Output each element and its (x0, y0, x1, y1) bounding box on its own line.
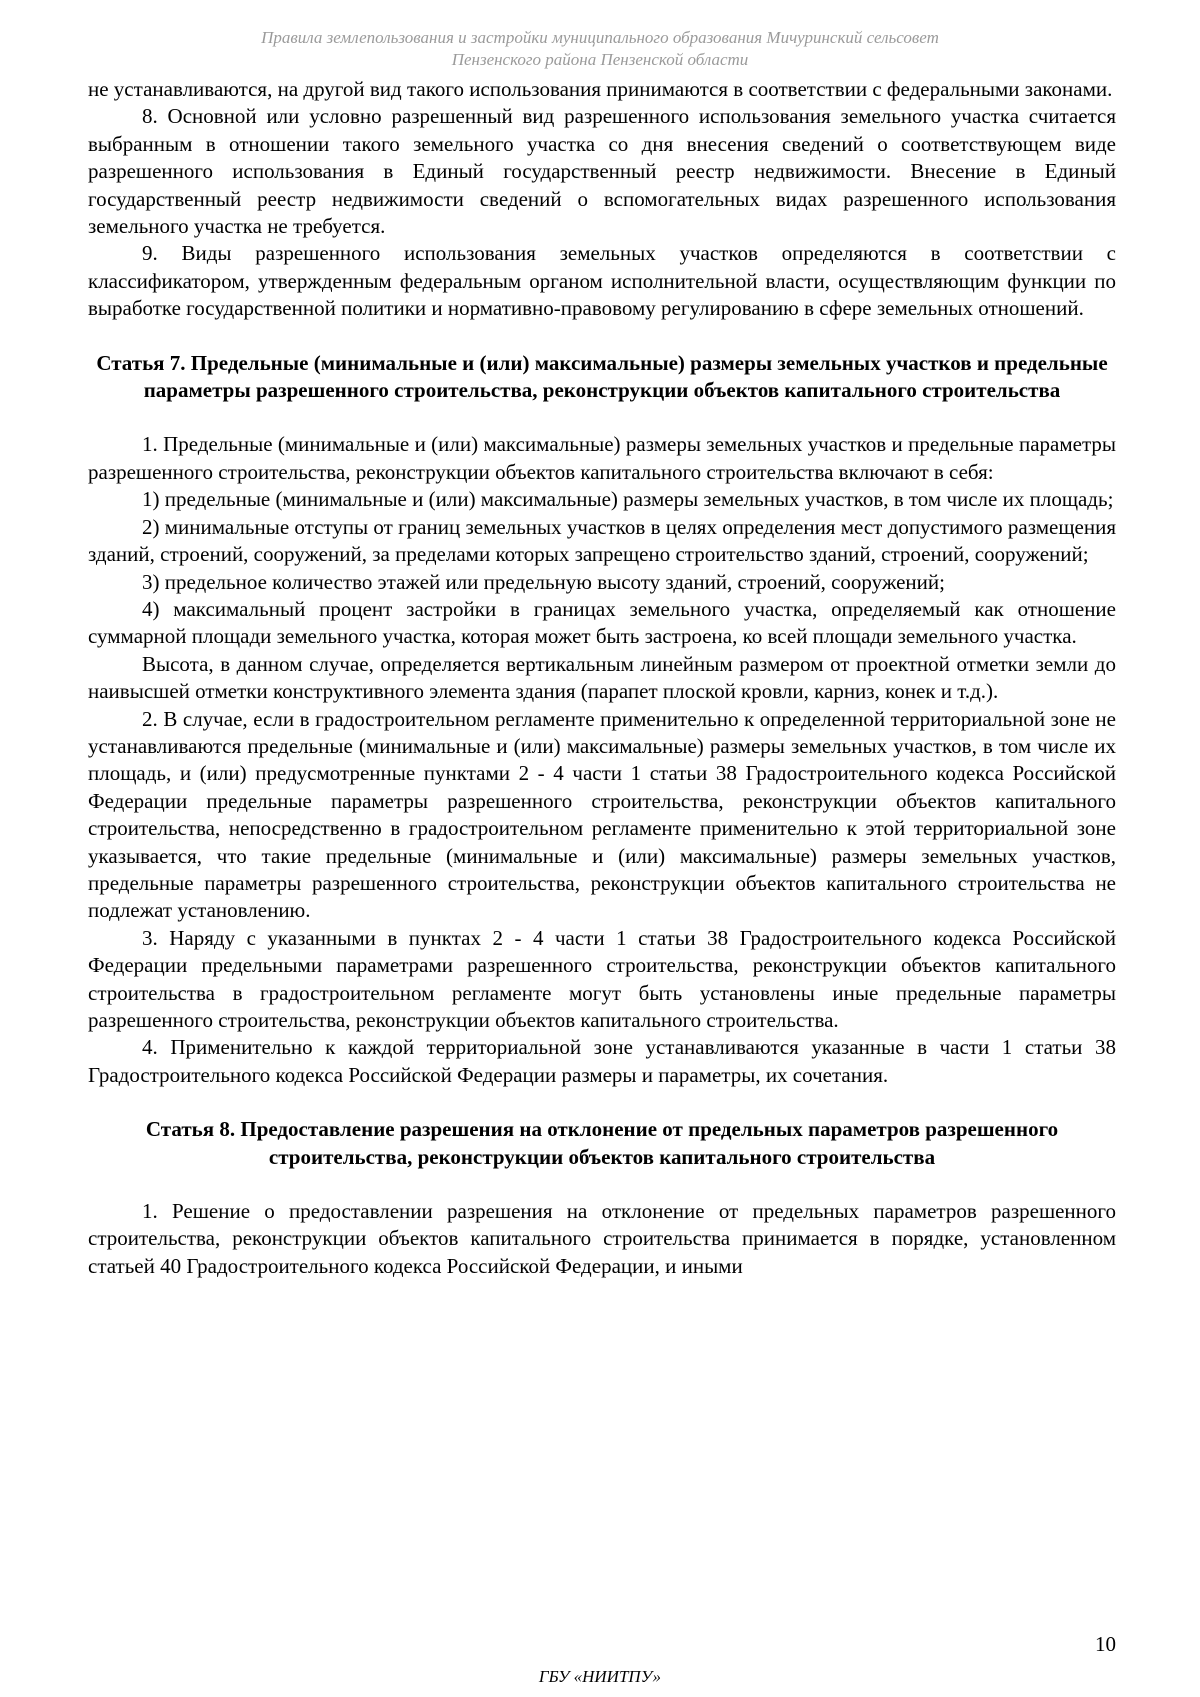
article-8-heading: Статья 8. Предоставление разрешения на отклонение от предельных параметров разрешенного строительства, реконструкции объектов капитального строительства (145, 1117, 1059, 1169)
article-7-heading: Статья 7. Предельные (минимальные и (или) максимальные) размеры земельных участков и предельные параметры разрешенного строительства, реконструкции объектов капитального строительства (96, 350, 1108, 403)
article-7-paragraph: 2. В случае, если в градостроительном регламенте применительно к определенной территориальной зоне не устанавливаются предельные (минимальные и (или) максимальные) размеры земельных участков, в том числе их площадь, и (или) предусмотренные пунктами 2 - 4 части 1 статьи 38 Градостроительного кодекса Российской Федерации предельные параметры разрешенного строительства, реконструкции объектов капитального строительства, непосредственно в градостроительном регламенте применительно к этой территориальной зоне указывается, что такие предельные (минимальные и (или) максимальные) размеры земельных участков, предельные параметры разрешенного строительства, реконструкции объектов капитального строительства не подлежат установлению. (88, 706, 1116, 923)
spacer (88, 1171, 1116, 1198)
document-body (88, 76, 1116, 1280)
page-number: 10 (1095, 1632, 1116, 1656)
spacer (88, 404, 1116, 431)
article-7-paragraph: 1) предельные (минимальные и (или) максимальные) размеры земельных участков, в том числе их площадь; (142, 487, 1114, 512)
article-7-paragraph: 3. Наряду с указанными в пунктах 2 - 4 части 1 статьи 38 Градостроительного кодекса Российской Федерации предельными параметрами разрешенного строительства, реконструкции объектов капитального строительства в градостроительном регламенте могут быть установлены иные предельные параметры разрешенного строительства, реконструкции объектов капитального строительства. (88, 925, 1116, 1032)
article-7-paragraph: 4. Применительно к каждой территориальной зоне устанавливаются указанные в части 1 статьи 38 Градостроительного кодекса Российской Федерации размеры и параметры, их сочетания. (88, 1035, 1116, 1087)
article-7-paragraph: 2) минимальные отступы от границ земельных участков в целях определения мест допустимого размещения зданий, строений, сооружений, за пределами которых запрещено строительство зданий, строений, сооружений; (88, 514, 1116, 567)
paragraph-continuation: не устанавливаются, на другой вид такого использования принимаются в соответствии с федеральными законами. (88, 77, 1113, 101)
article-7-paragraph: 4) максимальный процент застройки в границах земельного участка, определяемый как отношение суммарной площади земельного участка, которая может быть застроена, ко всей площади земельного участка. (88, 596, 1116, 649)
article-7-paragraph: 1. Предельные (минимальные и (или) максимальные) размеры земельных участков и предельные параметры разрешенного строительства, реконструкции объектов капитального строительства включают в себя: (88, 432, 1116, 484)
running-header (90, 27, 1110, 71)
running-header-line-1: Правила землепользования и застройки муниципального образования Мичуринский сельсовет (261, 28, 939, 47)
paragraph-item-8: 8. Основной или условно разрешенный вид разрешенного использования земельного участка считается выбранным в отношении такого земельного участка со дня внесения сведений о соответствующем виде разрешенного использования в Единый государственный реестр недвижимости. Внесение в Единый государственный реестр недвижимости сведений о вспомогательных видах разрешенного использования земельного участка не требуется. (88, 104, 1116, 239)
article-8-paragraph: 1. Решение о предоставлении разрешения на отклонение от предельных параметров разрешенного строительства, реконструкции объектов капитального строительства принимается в порядке, установленном статьей 40 Градостроительного кодекса Российской Федерации, и иными (88, 1199, 1116, 1278)
running-header-line-2: Пензенского района Пензенской области (451, 50, 749, 69)
spacer (88, 1089, 1116, 1116)
article-7-paragraph: Высота, в данном случае, определяется вертикальным линейным размером от проектной отметки земли до наивысшей отметки конструктивного элемента здания (парапет плоской кровли, карниз, конек и т.д.). (88, 651, 1116, 704)
spacer (88, 323, 1116, 350)
article-7-paragraph: 3) предельное количество этажей или предельную высоту зданий, строений, сооружений; (142, 569, 945, 594)
footer-organization: ГБУ «НИИТПУ» (538, 1667, 662, 1686)
paragraph-item-9: 9. Виды разрешенного использования земельных участков определяются в соответствии с классификатором, утвержденным федеральным органом исполнительной власти, осуществляющим функции по выработке государственной политики и нормативно-правовому регулированию в сфере земельных отношений. (88, 241, 1116, 321)
